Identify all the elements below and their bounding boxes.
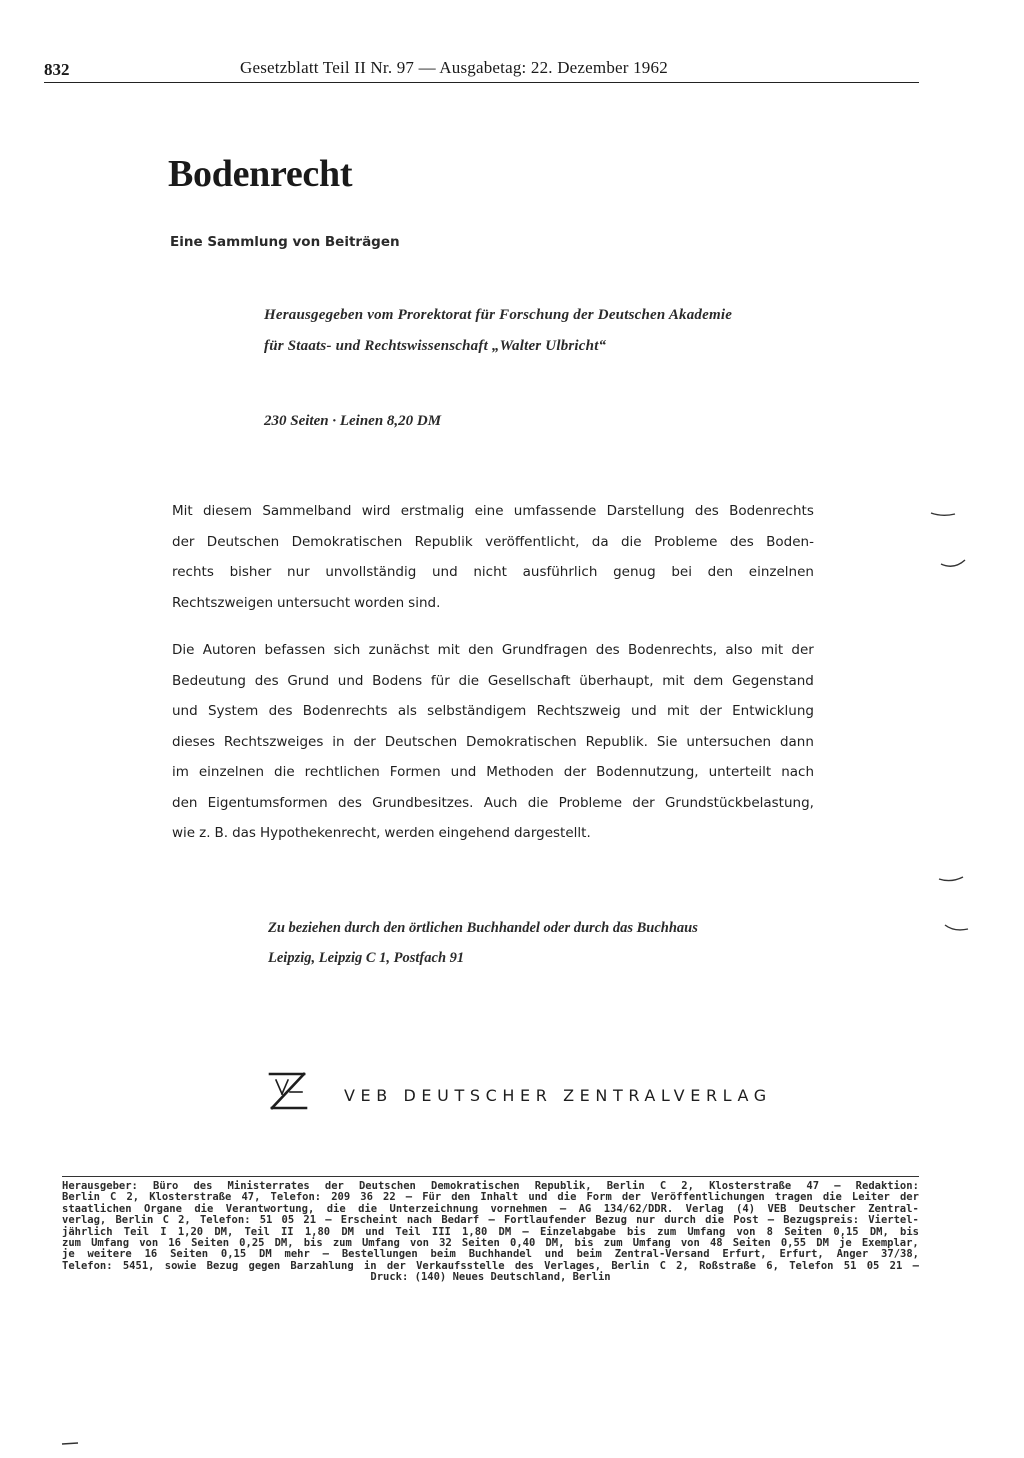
- text-line: Bedeutung des Grund und Bodens für die Gesellschaft überhaupt, mit dem Gegenstand: [172, 672, 814, 689]
- book-title: Bodenrecht: [168, 153, 353, 195]
- text-line: und System des Bodenrechts als selbständigem Rechtszweig und mit der Entwicklung: [172, 703, 814, 719]
- ordering-line: Zu beziehen durch den örtlichen Buchhandel oder durch das Buchhaus: [268, 920, 698, 936]
- running-header: Gesetzblatt Teil II Nr. 97 — Ausgabetag: 22. Dezember 1962: [240, 58, 668, 77]
- description-paragraph-2: [172, 635, 814, 849]
- imprint-line: jährlich Teil I 1,20 DM, Teil II 1,80 DM und Teil III 1,80 DM — Einzelabgabe bis zum Umfang von 8 Seiten 0,15 DM, bis: [62, 1225, 919, 1238]
- imprint-line: staatlichen Organe die Verantwortung, die die Unterzeichnung vornehmen — AG 134/62/DDR. Verlag (4) VEB Deutscher Zentral-: [62, 1202, 919, 1215]
- editor-credit: [264, 300, 824, 362]
- price-info: 230 Seiten · Leinen 8,20 DM: [264, 413, 442, 429]
- book-subtitle: Eine Sammlung von Beiträgen: [170, 234, 400, 250]
- text-line: den Eigentumsformen des Grundbesitzes. Auch die Probleme der Grundstückbelastung,: [172, 794, 814, 811]
- text-line: dieses Rechtszweiges in der Deutschen Demokratischen Republik. Sie untersuchen dann: [172, 733, 814, 750]
- editor-line: für Staats- und Rechtswissenschaft „Walter Ulbricht“: [264, 338, 607, 354]
- imprint-line: Herausgeber: Büro des Ministerrates der Deutschen Demokratischen Republik, Berlin C 2, Klosterstraße 47 — Redaktion:: [62, 1180, 919, 1192]
- text-line: der Deutschen Demokratischen Republik veröffentlicht, da die Probleme des Boden-: [172, 533, 814, 550]
- text-line: im einzelnen die rechtlichen Formen und Methoden der Bodennutzung, unterteilt nach: [172, 764, 814, 780]
- description-paragraph-1: [172, 496, 814, 618]
- imprint-line: verlag, Berlin C 2, Telefon: 51 05 21 — Erscheint nach Bedarf — Fortlaufender Bezug nur durch die Post — Bezugspreis: Viertel-: [62, 1214, 919, 1227]
- text-line: Die Autoren befassen sich zunächst mit den Grundfragen des Bodenrechts, also mit der: [172, 642, 814, 658]
- text-line: Rechtszweigen untersucht worden sind.: [172, 594, 441, 611]
- publisher-name: VEB DEUTSCHER ZENTRALVERLAG: [344, 1086, 772, 1105]
- margin-mark: [940, 558, 966, 570]
- ordering-info: [268, 913, 816, 973]
- imprint-line: Telefon: 5451, sowie Bezug gegen Barzahlung in der Verkaufsstelle des Verlages, Berlin C 2, Roßstraße 6, Telefon 51 05 21 —: [62, 1259, 919, 1272]
- ordering-line: Leipzig, Leipzig C 1, Postfach 91: [268, 950, 465, 966]
- imprint-rule: [62, 1176, 919, 1177]
- page-number: 832: [44, 60, 70, 79]
- header-rule: [44, 82, 919, 83]
- imprint: [62, 1181, 919, 1284]
- margin-mark: [930, 508, 956, 520]
- imprint-line: zum Umfang von 16 Seiten 0,25 DM, bis zum Umfang von 32 Seiten 0,40 DM, bis zum Umfang von 48 Seiten 0,55 DM je Exemplar,: [62, 1237, 919, 1250]
- printer-line: Druck: (140) Neues Deutschland, Berlin: [370, 1271, 611, 1284]
- margin-mark: [60, 1438, 86, 1450]
- margin-mark: [938, 874, 964, 886]
- imprint-line: Berlin C 2, Klosterstraße 47, Telefon: 209 36 22 — Für den Inhalt und die Form der Veröffentlichungen tragen die Leiter der: [62, 1191, 919, 1204]
- editor-line: Herausgegeben vom Prorektorat für Forschung der Deutschen Akademie: [264, 307, 733, 323]
- margin-mark: [944, 922, 970, 934]
- zentralverlag-logo-icon: [266, 1070, 308, 1112]
- text-line: wie z. B. das Hypothekenrecht, werden eingehend dargestellt.: [172, 825, 591, 841]
- text-line: rechts bisher nur unvollständig und nicht ausführlich genug bei den einzelnen: [172, 564, 814, 580]
- imprint-line: je weitere 16 Seiten 0,15 DM mehr — Bestellungen beim Buchhandel und beim Zentral-Versand Erfurt, Erfurt, Anger 37/38,: [62, 1248, 919, 1261]
- text-line: Mit diesem Sammelband wird erstmalig eine umfassende Darstellung des Bodenrechts: [172, 503, 814, 519]
